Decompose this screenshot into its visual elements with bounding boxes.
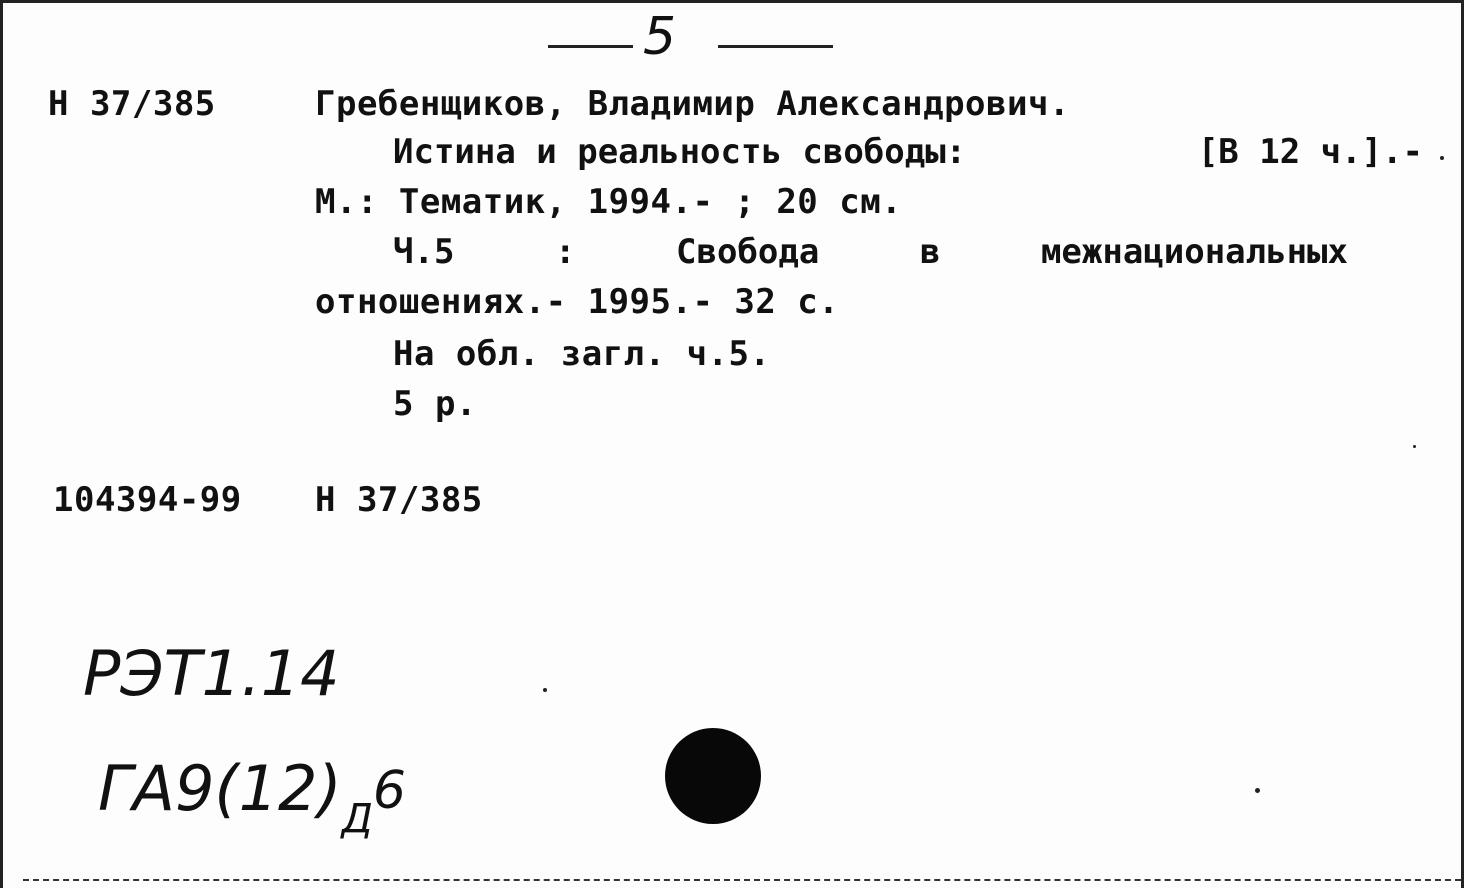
scan-speck [1440, 156, 1444, 160]
part-word-1: Свобода [676, 232, 820, 272]
scan-speck [1255, 788, 1260, 793]
part-title-line [393, 232, 1348, 272]
cover-title-note: На обл. загл. ч.5. [393, 334, 771, 374]
part-separator: : [554, 232, 576, 272]
page-number-right-dash [718, 45, 833, 48]
part-number: Ч.5 [393, 232, 455, 272]
handwritten-classification-2 [98, 752, 407, 842]
page-number-left-dash [548, 45, 633, 48]
price: 5 р. [393, 384, 477, 424]
part-word-2: в [919, 232, 941, 272]
inventory-call-number: Н 37/385 [315, 480, 483, 520]
page-number-marker [548, 7, 838, 67]
volume-count: [В 12 ч.].- [1197, 132, 1423, 172]
imprint-line: М.: Тематик, 1994.- ; 20 см. [315, 182, 903, 222]
page-number: 5 [643, 7, 677, 67]
part-title-continuation: отношениях.- 1995.- 32 с. [315, 282, 840, 322]
inventory-number: 104394-99 [53, 480, 242, 520]
card-punch-hole [665, 728, 761, 824]
scan-speck [543, 688, 547, 692]
handwritten-class-end: 6 [372, 761, 407, 821]
handwritten-classification-1: РЭТ1.14 [83, 637, 340, 710]
title-proper: Истина и реальность свободы: [393, 132, 967, 172]
author-heading: Гребенщиков, Владимир Александрович. [315, 84, 1070, 124]
scan-speck [1413, 445, 1416, 448]
card-bottom-edge [23, 879, 1461, 881]
title-line [393, 132, 1423, 172]
call-number: Н 37/385 [48, 84, 216, 124]
handwritten-class-main: ГА9(12) [98, 752, 342, 825]
handwritten-class-subscript: Д [341, 796, 373, 842]
part-word-3: межнациональных [1040, 232, 1348, 272]
